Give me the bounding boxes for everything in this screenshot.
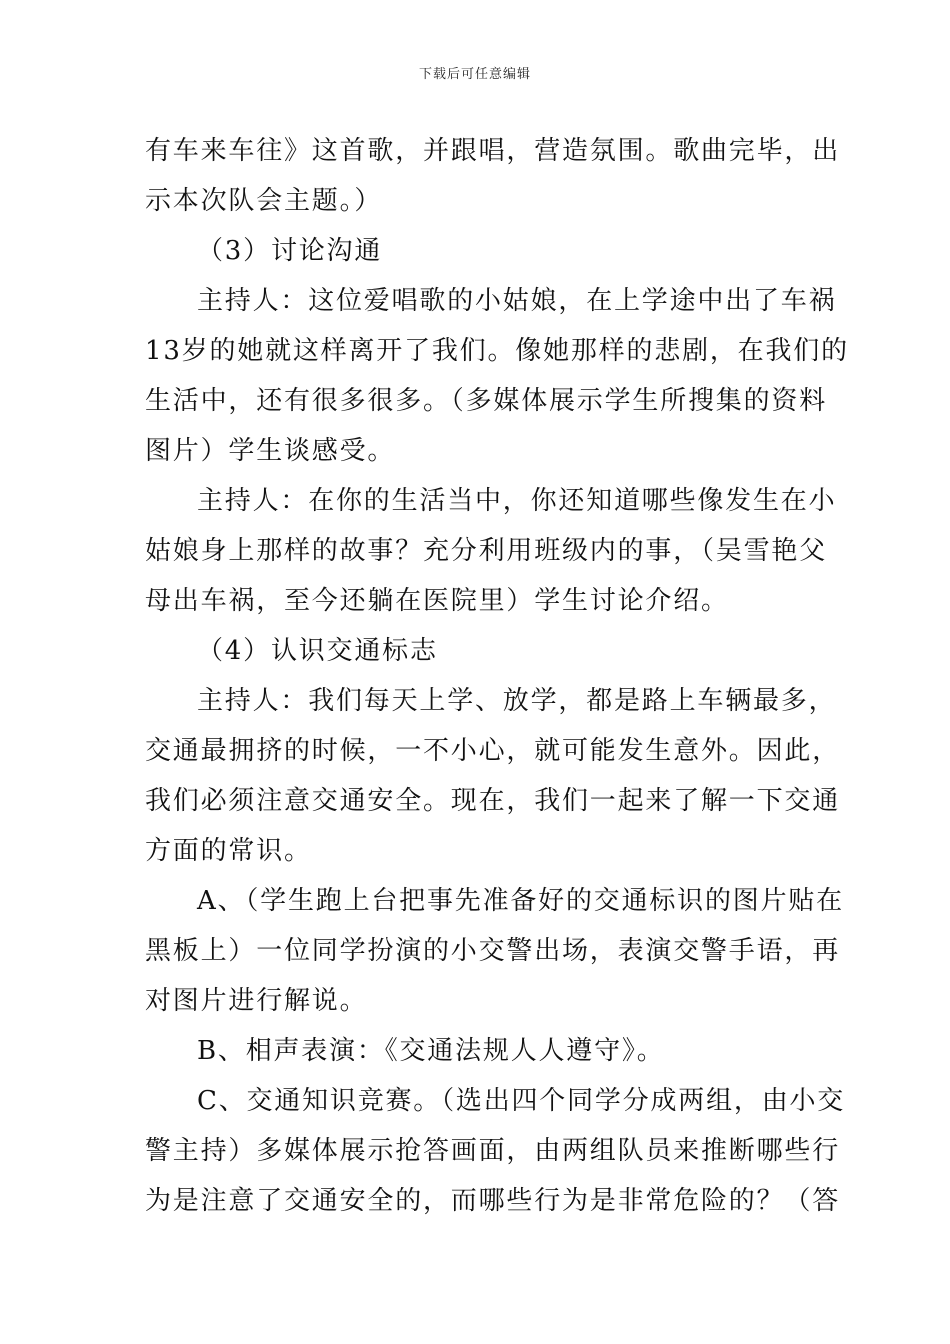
text-line: 方面的常识。 (145, 836, 312, 866)
text-line: 我们必须注意交通安全。现在，我们一起来了解一下交通 (145, 786, 841, 816)
text-line: A、（学生跑上台把事先准备好的交通标识的图片贴在 (197, 886, 844, 916)
document-body (145, 126, 849, 1226)
text-line: （4）认识交通标志 (197, 636, 438, 666)
text-line: 主持人：我们每天上学、放学，都是路上车辆最多， (197, 686, 837, 716)
text-line: （3）讨论沟通 (197, 236, 383, 266)
text-line: B、相声表演：《交通法规人人遵守》。 (197, 1036, 665, 1066)
text-line: 姑娘身上那样的故事？充分利用班级内的事，（吴雪艳父 (145, 536, 828, 566)
text-line: 警主持）多媒体展示抢答画面，由两组队员来推断哪些行 (145, 1136, 841, 1166)
text-line: C、交通知识竞赛。（选出四个同学分成两组，由小交 (197, 1086, 846, 1116)
text-line: 黑板上）一位同学扮演的小交警出场，表演交警手语，再 (145, 936, 841, 966)
text-line: 为是注意了交通安全的，而哪些行为是非常危险的？（答 (145, 1186, 841, 1216)
text-line: 图片）学生谈感受。 (145, 436, 396, 466)
text-line: 交通最拥挤的时候，一不小心，就可能发生意外。因此， (145, 736, 841, 766)
page-header: 下载后可任意编辑 (418, 67, 531, 82)
text-line: 母出车祸，至今还躺在医院里）学生讨论介绍。 (145, 586, 729, 616)
text-line: 示本次队会主题。） (145, 186, 383, 216)
text-line: 生活中，还有很多很多。（多媒体展示学生所搜集的资料 (145, 386, 828, 416)
text-line: 有车来车往》这首歌，并跟唱，营造氛围。歌曲完毕，出 (145, 136, 841, 166)
text-line: 主持人：在你的生活当中，你还知道哪些像发生在小 (197, 486, 837, 516)
text-line: 对图片进行解说。 (145, 986, 368, 1016)
text-line: 主持人：这位爱唱歌的小姑娘，在上学途中出了车祸 (197, 286, 837, 316)
text-line: 13岁的她就这样离开了我们。像她那样的悲剧，在我们的 (145, 336, 849, 366)
